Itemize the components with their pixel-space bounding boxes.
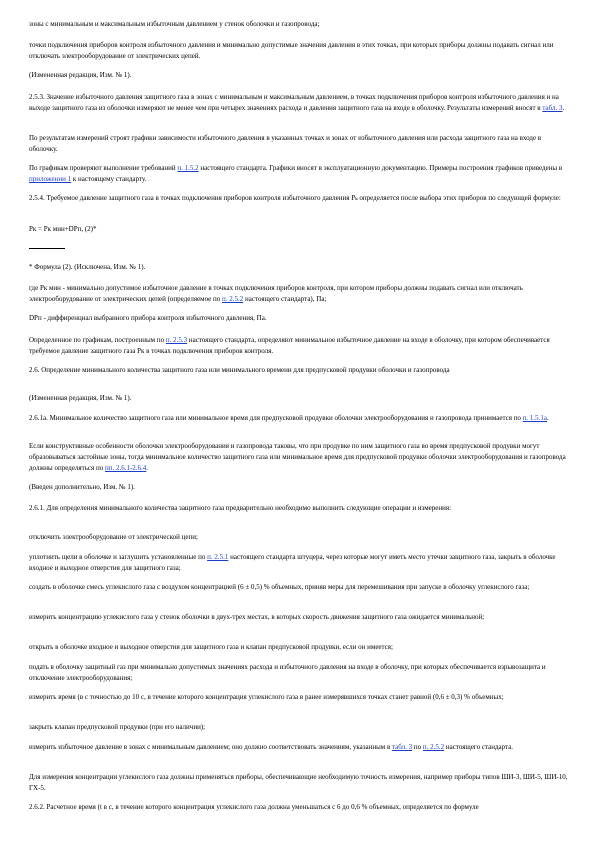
paragraph xyxy=(29,532,569,543)
text-run: измерить концентрацию углекислого газа у стенок оболочки в двух-трех местах, в которых скорость движения защитного газа ожидается минимальной; xyxy=(29,613,485,621)
cross-reference-link[interactable]: п. 2.5.3 xyxy=(165,336,188,344)
paragraph xyxy=(29,70,569,81)
text-run: Pк = Pк мин+DPп, (2)* xyxy=(29,225,97,233)
paragraph xyxy=(29,413,569,424)
text-run: * Формула (2). (Исключена, Изм. № 1). xyxy=(29,263,146,271)
cross-reference-link[interactable]: п. 2.5.2 xyxy=(422,743,445,751)
text-run: По результатам измерений строят графики зависимости избыточного давления в указанных точках и зонах от избыточного давления или расхода защитного газа на входе в оболочку. xyxy=(29,134,542,153)
text-run: измерить избыточное давление в зонах с минимальным давлением; оно должно соответствовать значениям, указанным в xyxy=(29,743,393,751)
paragraph xyxy=(29,40,569,62)
text-run: . xyxy=(562,104,565,112)
text-run: закрыть клапан предпусковой продувки (при его наличии); xyxy=(29,723,206,731)
text-run: настоящего стандарта. Графики вносят в эксплуатационную документацию. Примеры построения графиков приведены в xyxy=(198,164,563,172)
text-run: настоящего стандарта), Па; xyxy=(243,295,327,303)
paragraph xyxy=(29,503,569,514)
text-run: Определенное по графикам, построенным по xyxy=(29,336,166,344)
text-run: Для измерения концентрации углекислого газа должны применяться приборы, обеспечивающие необходимую точность измерения, например приборы типов ШИ-3, ШИ-5, ШИ-10, ГХ-5. xyxy=(29,773,568,792)
text-run: отключить электрооборудование от электрической цепи; xyxy=(29,533,198,541)
paragraph xyxy=(29,133,569,155)
paragraph xyxy=(29,441,569,474)
cross-reference-link[interactable]: п. 2.5.2 xyxy=(222,295,244,303)
text-run: 2.6.2. Расчетное время (t в с, в течение которого концентрация углекислого газа должна уменьшаться с 6 до 0,6 % объемных, определяется по формуле xyxy=(29,803,479,811)
paragraph xyxy=(29,92,569,114)
text-run: (Введен дополнительно, Изм. № 1). xyxy=(29,483,135,491)
text-run: . xyxy=(146,464,149,472)
paragraph xyxy=(29,283,569,305)
text-run: создать в оболочке смесь углекислого газа с воздухом концентрацией (6 ± 0,5) % объемных, приняв меры для перемешивания при запуске в оболочку углекислого газа; xyxy=(29,583,530,591)
text-run: где Pк мин - минимально допустимое избыточное давление в точках подключения приборов контроля, при котором приборы должны подавать сигнал или отключать электрооборудование от электрических цепей (определяемое по xyxy=(29,284,523,303)
text-run: настоящего стандарта. xyxy=(444,743,514,751)
paragraph xyxy=(29,482,569,493)
text-run: открыть в оболочке входное и выходное отверстия для защитного газа и клапан предпусковой продувки, если он имеется; xyxy=(29,643,393,651)
text-run: по xyxy=(412,743,423,751)
text-run: 2.6.1. Для определения минимального количества защитного газа предварительно необходимо выполнить следующие операции и измерения: xyxy=(29,504,452,512)
paragraph xyxy=(29,19,569,30)
text-run: уплотнить щели в оболочке и заглушить установленные по xyxy=(29,553,208,561)
cross-reference-link[interactable]: табл. 3 xyxy=(542,104,563,112)
paragraph xyxy=(29,612,569,623)
text-run: точки подключения приборов контроля избыточного давления и минимально допустимые значения давления в этих точках, при которых приборы должны подавать сигнал или отключать электрооборудование от электрических цепей. xyxy=(29,41,554,60)
text-run: настоящего стандарта, определяют минимальное избыточное давление на входе в оболочку, при котором обеспечивается требуемое давление защитного газа Pк в точках подключения приборов контроля. xyxy=(29,336,550,355)
footnote xyxy=(29,262,569,273)
cross-reference-link[interactable]: табл. 3 xyxy=(392,743,413,751)
cross-reference-link[interactable]: пп. 2.6.1-2.6.4 xyxy=(104,464,147,472)
cross-reference-link[interactable]: приложении 1 xyxy=(29,175,72,183)
section-heading xyxy=(29,365,569,376)
text-run: подать в оболочку защитный газ при минимально допустимых значениях расхода и избыточного давления на входе в оболочку, при которых обеспечивается взрывозащита и отключение электрооборудования; xyxy=(29,663,546,682)
paragraph xyxy=(29,642,569,653)
text-run: 2.5.3. Значение избыточного давления защитного газа в зонах с минимальным и максимальным давлением, в точках подключения приборов контроля избыточного давления и на выходе защитного газа из оболочки измеряют не менее чем при четырех значениях расхода и давления защитного газа на входе в оболочку. Результаты измерений вносят в xyxy=(29,93,559,112)
paragraph xyxy=(29,722,569,733)
text-run: (Измененная редакция, Изм. № 1). xyxy=(29,71,132,79)
formula xyxy=(29,224,569,235)
text-run: к настоящему стандарту. xyxy=(71,175,147,183)
paragraph xyxy=(29,313,569,324)
paragraph xyxy=(29,335,569,357)
paragraph xyxy=(29,163,569,185)
paragraph xyxy=(29,692,569,703)
paragraph xyxy=(29,552,569,574)
cross-reference-link[interactable]: п. 2.5.1 xyxy=(207,553,229,561)
footnote-divider xyxy=(29,248,65,249)
text-run: настоящего стандарта штуцера, через которые могут иметь место утечки защитного газа, закрыть в оболочке входное и выходное отверстия для защитного газа; xyxy=(29,553,556,572)
paragraph xyxy=(29,193,569,204)
text-run: 2.5.4. Требуемое давление защитного газа в точках подключения приборов контроля избыточного давления Рₖ определяется после выбора этих приборов по следующей формуле: xyxy=(29,194,561,202)
text-run: 2.6. Определение минимального количества защитного газа или минимального времени для предпусковой продувки оболочки и газопровода xyxy=(29,366,450,374)
paragraph xyxy=(29,662,569,684)
paragraph xyxy=(29,582,569,593)
text-run: зоны с минимальным и максимальным избыточным давлением у стенок оболочки и газопровода; xyxy=(29,20,320,28)
text-run: . xyxy=(547,414,549,422)
cross-reference-link[interactable]: п. 1.5.2 xyxy=(177,164,199,172)
text-run: измерить время (в с точностью до 10 с, в течение которого концентрация углекислого газа в ранее измерявшихся точках станет равной (0,6 ± 0,3) % объемных; xyxy=(29,693,504,701)
paragraph xyxy=(29,393,569,404)
paragraph xyxy=(29,802,569,813)
cross-reference-link[interactable]: п. 1.5.1а xyxy=(522,414,548,422)
text-run: 2.6.1а. Минимальное количество защитного газа или минимальное время для предпусковой продувки оболочки электрооборудования и газопровода принимается по xyxy=(29,414,523,422)
paragraph xyxy=(29,742,569,753)
text-run: Если конструктивные особенности оболочки электрооборудования и газопровода таковы, что при продувке по ним защитного газа во время предпусковой продувки могут образовываться застойные зоны, тогда минимальное количество защитного газа или минимальное время для предпусковой продувки оболочки электрооборудования и газопровода должны определяться по xyxy=(29,442,566,472)
paragraph xyxy=(29,772,569,794)
text-run: По графикам проверяют выполнение требований xyxy=(29,164,178,172)
text-run: (Измененная редакция, Изм. № 1). xyxy=(29,394,132,402)
text-run: DPп - диффиренциал выбранного прибора контроля избыточного давления, Па. xyxy=(29,314,267,322)
